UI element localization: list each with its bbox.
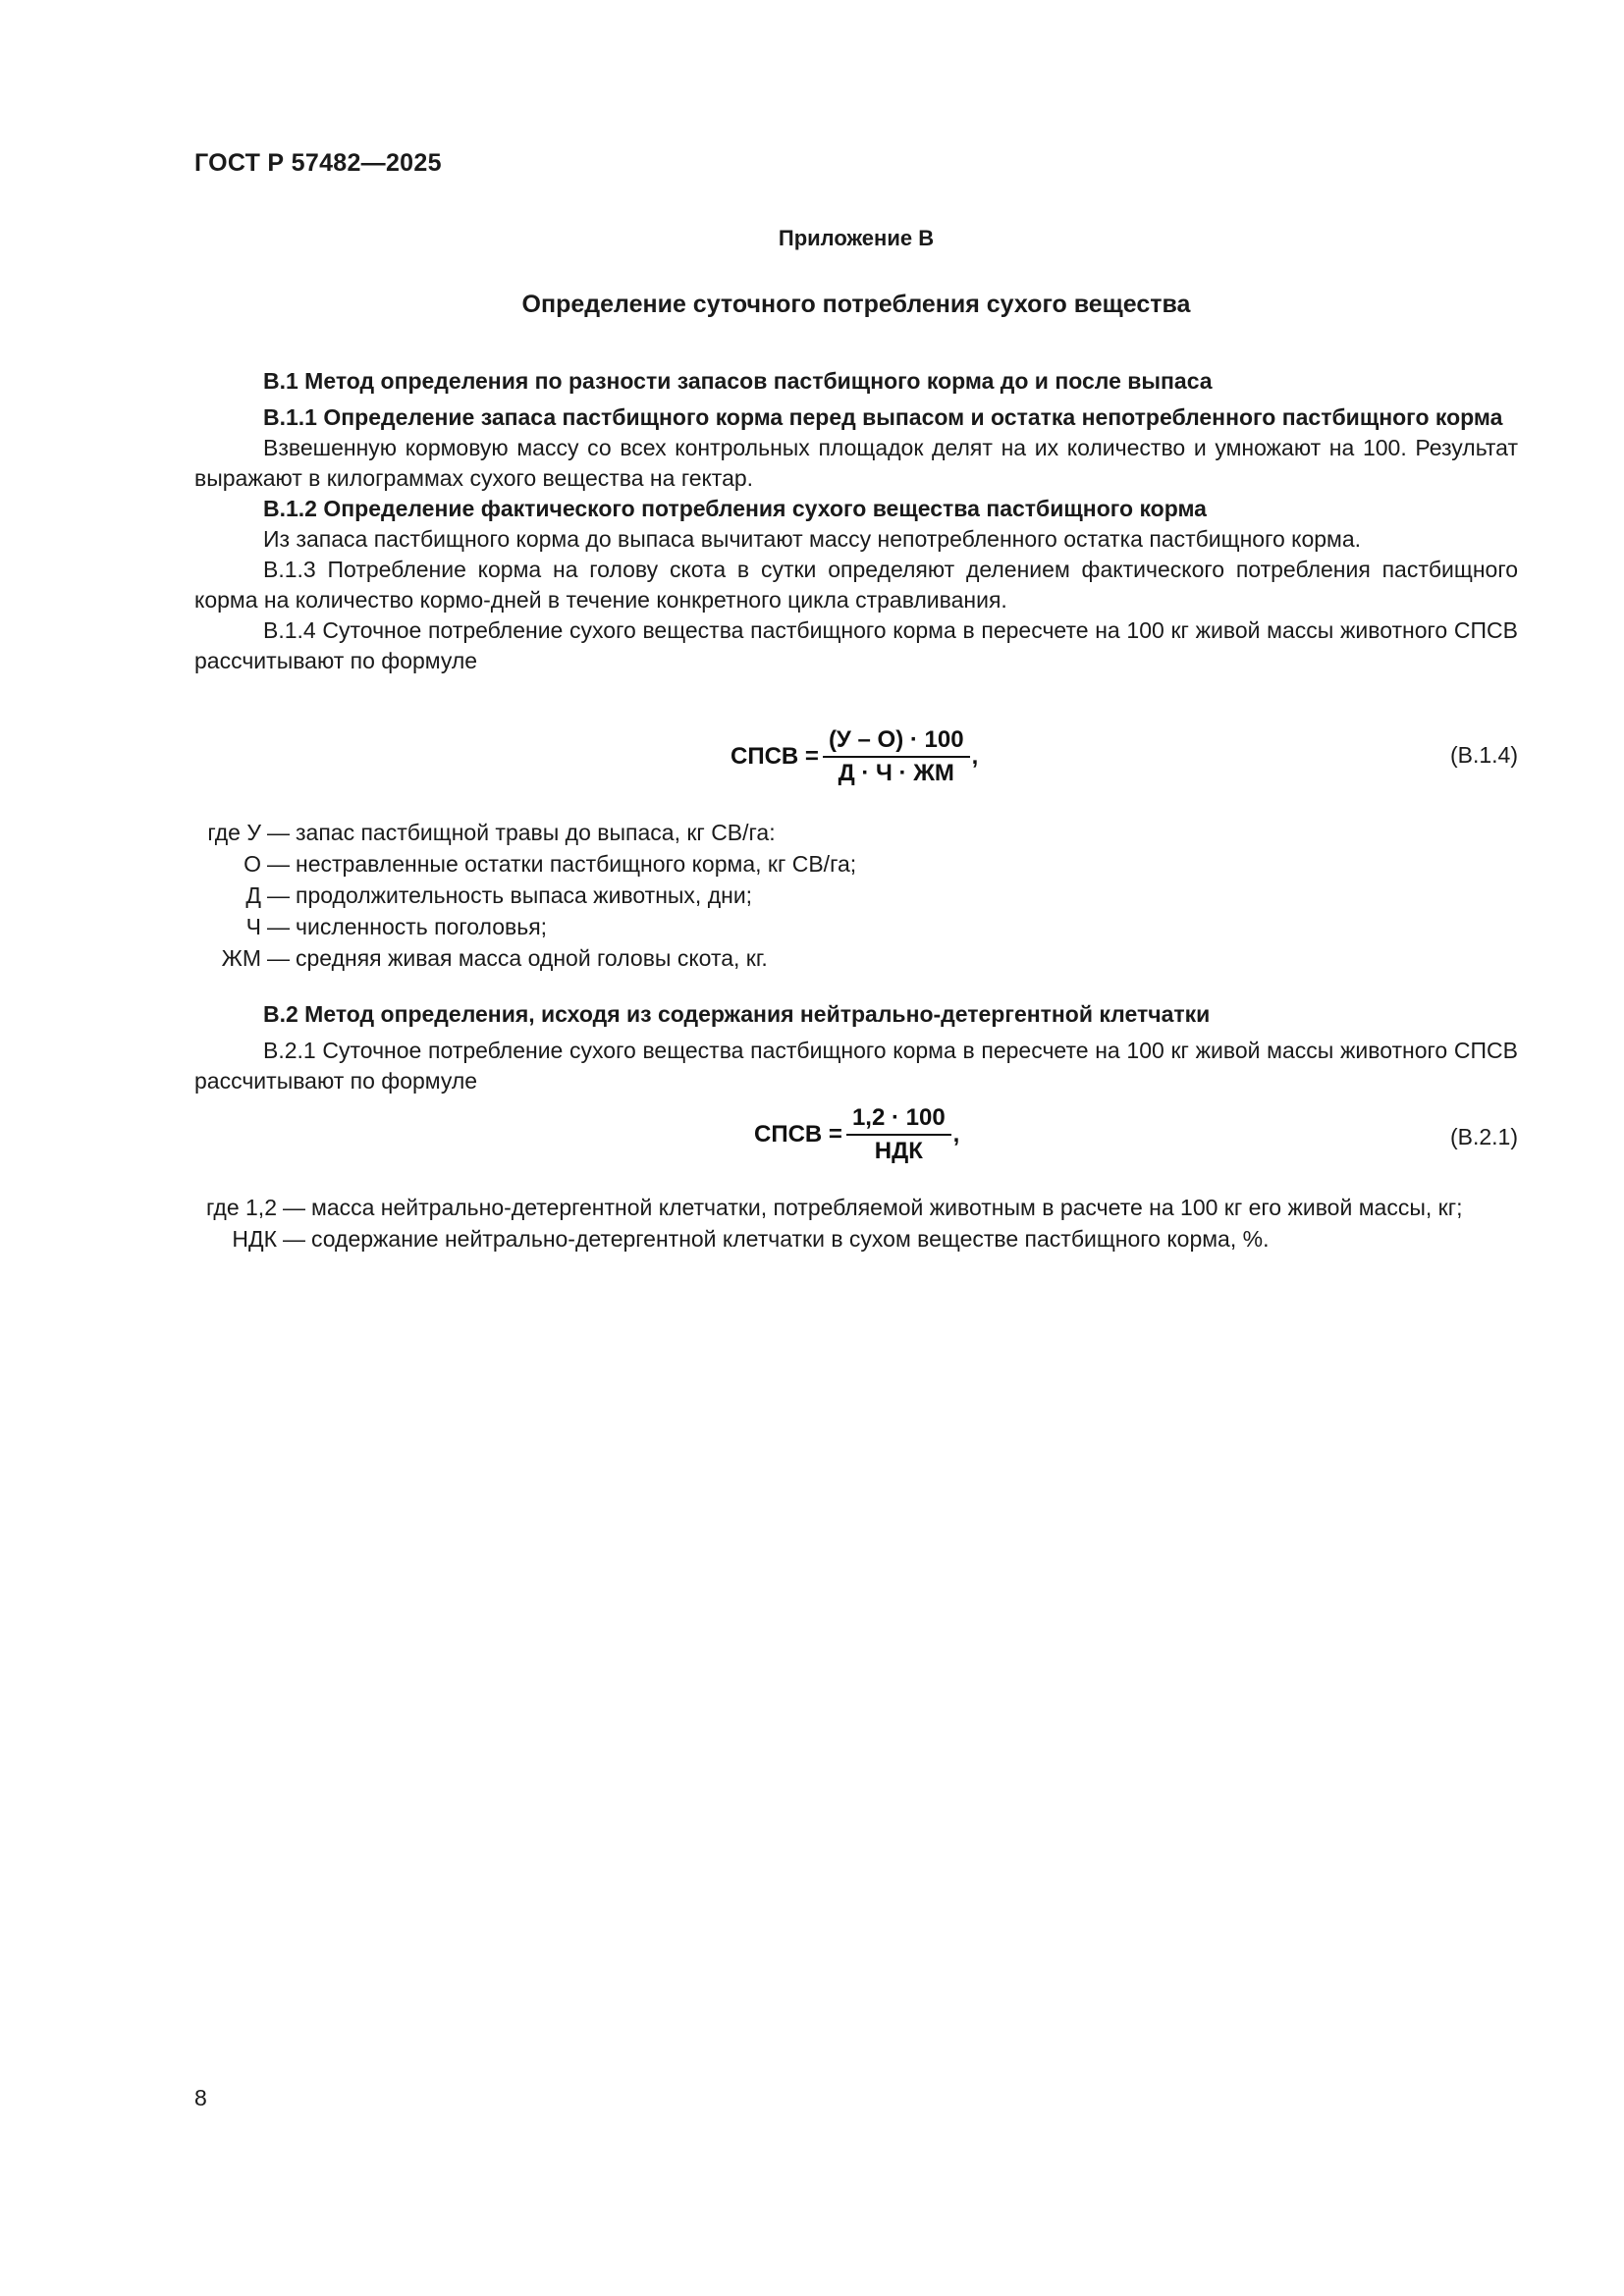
legend-dash: —: [283, 1226, 305, 1252]
legend-symbol: О: [244, 851, 261, 877]
page-number: 8: [194, 2085, 207, 2110]
legend-row: [194, 1192, 1518, 1223]
section-b2: [194, 999, 1518, 1096]
formula-b21-denominator: НДК: [874, 1138, 923, 1164]
legend-dash: —: [267, 882, 290, 908]
formula-b21-fraction: [846, 1104, 951, 1165]
legend-symbol: где У: [207, 820, 261, 845]
legend-dash: —: [267, 851, 290, 877]
section-b1: [194, 366, 1518, 676]
standard-code: ГОСТ Р 57482—2025: [194, 149, 442, 177]
clause-b13-text: В.1.3 Потребление корма на голову скота в сутки определяют делением фактического потребления пастбищного корма на количество кормо-дней в течение конкретного цикла стравливания.: [194, 557, 1518, 613]
legend-text: нестравленные остатки пастбищного корма, кг СВ/га;: [296, 851, 857, 877]
section-b2-heading: В.2 Метод определения, исходя из содержания нейтрально-детергентной клетчатки: [263, 1001, 1211, 1027]
formula-b14-number: (В.1.4): [1449, 742, 1518, 768]
formula-b14-numerator: (У – О) · 100: [823, 726, 970, 758]
legend-row: [194, 942, 1518, 974]
clause-b12-heading: В.1.2 Определение фактического потребления сухого вещества пастбищного корма: [263, 496, 1207, 521]
legend-text: численность поголовья;: [296, 914, 548, 939]
clause-b21-text: В.2.1 Суточное потребление сухого вещества пастбищного корма в пересчете на 100 кг живой массы животного СПСВ рассчитывают по формуле: [194, 1038, 1518, 1094]
legend-symbol: Д: [245, 882, 261, 908]
legend-text: средняя живая масса одной головы скота, кг.: [296, 945, 768, 971]
clause-b14-text: В.1.4 Суточное потребление сухого вещества пастбищного корма в пересчете на 100 кг живой массы животного СПСВ рассчитывают по формуле: [194, 617, 1518, 673]
legend-symbol: ЖМ: [221, 945, 261, 971]
formula-b14-lhs: СПСВ =: [731, 743, 819, 770]
legend-b21: [194, 1192, 1518, 1255]
legend-dash: —: [267, 945, 290, 971]
formula-b14: [194, 721, 1518, 789]
formula-b21-numerator: 1,2 · 100: [846, 1104, 951, 1136]
clause-b11-heading: В.1.1 Определение запаса пастбищного корма перед выпасом и остатка непотребленного пастбищного корма: [263, 404, 1503, 430]
clause-b11-text: Взвешенную кормовую массу со всех контрольных площадок делят на их количество и умножают на 100. Результат выражают в килограммах сухого вещества на гектар.: [194, 435, 1518, 491]
formula-b21-number: (В.2.1): [1449, 1124, 1518, 1149]
legend-text: продолжительность выпаса животных, дни;: [296, 882, 753, 908]
legend-dash: —: [267, 820, 290, 845]
legend-b14: [194, 817, 1518, 974]
legend-text: содержание нейтрально-детергентной клетчатки в сухом веществе пастбищного корма, %.: [311, 1226, 1270, 1252]
legend-row: [194, 1223, 1518, 1255]
formula-b14-expression: [731, 726, 978, 787]
clause-b12-text: Из запаса пастбищного корма до выпаса вычитают массу непотребленного остатка пастбищного корма.: [263, 526, 1362, 552]
formula-b14-denominator: Д · Ч · ЖМ: [838, 760, 954, 786]
formula-b21-expression: [754, 1104, 959, 1165]
legend-row: [194, 911, 1518, 942]
annex-title: Определение суточного потребления сухого вещества: [521, 291, 1191, 318]
formula-b14-comma: ,: [971, 743, 979, 770]
formula-b21-comma: ,: [952, 1121, 960, 1148]
legend-dash: —: [283, 1195, 305, 1220]
legend-text: масса нейтрально-детергентной клетчатки, потребляемой животным в расчете на 100 кг его живой массы, кг;: [311, 1195, 1463, 1220]
legend-row: [194, 848, 1518, 880]
formula-b14-fraction: [823, 726, 970, 787]
annex-label: Приложение В: [778, 226, 935, 250]
section-b1-heading: В.1 Метод определения по разности запасов пастбищного корма до и после выпаса: [263, 368, 1213, 394]
legend-row: [194, 880, 1518, 911]
legend-symbol: НДК: [232, 1226, 277, 1252]
formula-b21: [194, 1102, 1518, 1171]
legend-dash: —: [267, 914, 290, 939]
formula-b21-lhs: СПСВ =: [754, 1121, 842, 1148]
legend-text: запас пастбищной травы до выпаса, кг СВ/га:: [296, 820, 776, 845]
legend-symbol: где 1,2: [206, 1195, 277, 1220]
legend-row: [194, 817, 1518, 848]
legend-symbol: Ч: [245, 914, 261, 939]
